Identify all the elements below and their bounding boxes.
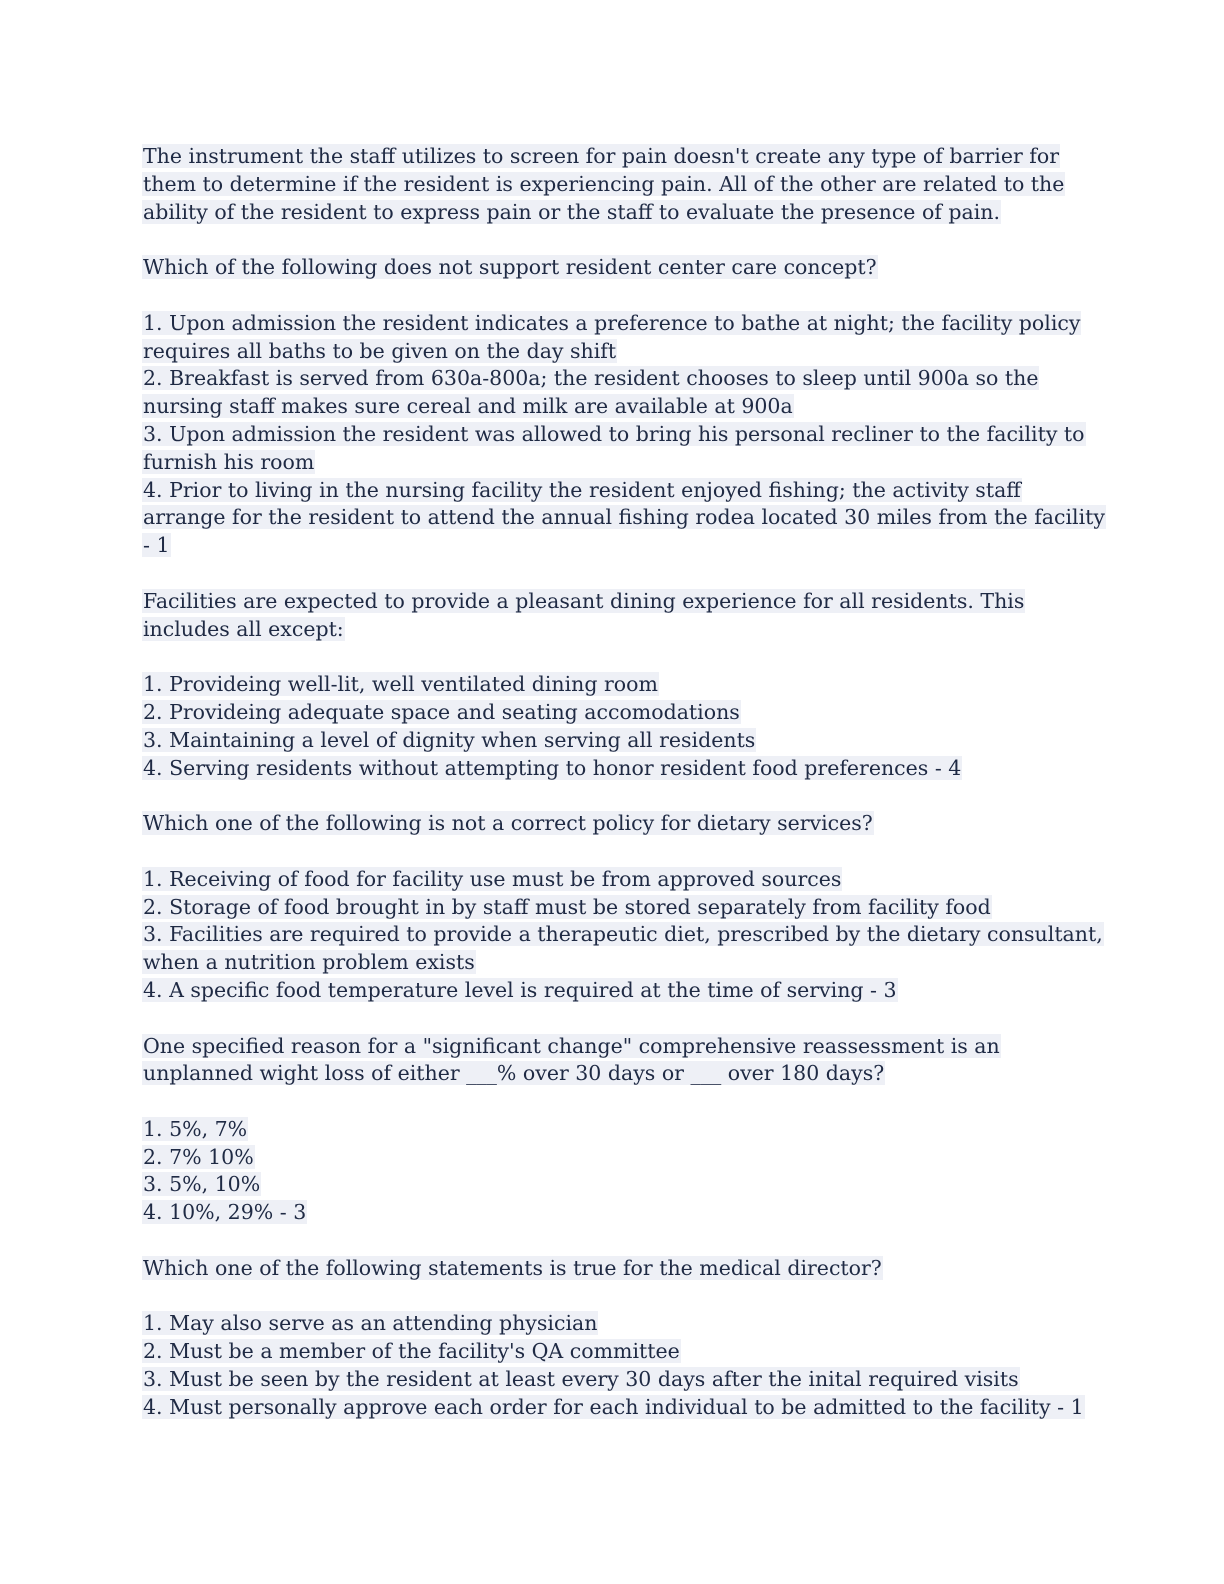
option-line: 1. Upon admission the resident indicates a preference to bathe at night; the facility policy [143,310,1081,335]
option-list [142,866,1103,1005]
question-text [142,254,1082,282]
option-line: 1. 5%, 7% [143,1116,248,1141]
question-text [142,1255,1082,1283]
option-line: 2. Breakfast is served from 630a-800a; the resident chooses to sleep until 900a so the [143,366,1039,391]
option-line: 2. Must be a member of the facility's QA committee [143,1339,680,1364]
option-line: requires all baths to be given on the day shift [143,338,617,363]
intro-paragraph [142,143,1082,226]
option-line: 4. A specific food temperature level is required at the time of serving - 3 [143,977,897,1002]
option-list [142,310,1105,560]
option-line: 3. Maintaining a level of dignity when serving all residents [143,727,756,752]
option-line: 4. Must personally approve each order for each individual to be admitted to the facility - 1 [143,1394,1084,1419]
option-list [142,1116,1082,1227]
option-line: arrange for the resident to attend the annual fishing rodea located 30 miles from the facility [143,505,1105,530]
option-line: nursing staff makes sure cereal and milk are available at 900a [143,394,793,419]
option-line: 1. Receiving of food for facility use must be from approved sources [143,866,842,891]
option-line: 4. Serving residents without attempting to honor resident food preferences - 4 [143,755,962,780]
option-line: 2. Storage of food brought in by staff must be stored separately from facility food [143,894,991,919]
intro-line: them to determine if the resident is experiencing pain. All of the other are related to the [143,171,1065,196]
option-line: 2. 7% 10% [143,1144,254,1169]
intro-line: ability of the resident to express pain or the staff to evaluate the presence of pain. [143,199,1001,224]
option-line: 4. 10%, 29% - 3 [143,1200,307,1225]
option-list [142,671,1082,782]
question-text [142,810,1082,838]
question-text [142,588,1082,644]
option-list [142,1310,1082,1421]
question-line: includes all except: [143,616,344,641]
question-line: unplanned wight loss of either ___% over 30 days or ___ over 180 days? [143,1061,885,1086]
option-line: 1. Provideing well-lit, well ventilated dining room [143,672,658,697]
option-line: 3. Upon admission the resident was allowed to bring his personal recliner to the facility to [143,421,1085,446]
answer-line: - 1 [143,533,170,558]
question-line: Which of the following does not support resident center care concept? [143,255,877,280]
option-line: 3. Must be seen by the resident at least every 30 days after the inital required visits [143,1367,1019,1392]
option-line: 4. Prior to living in the nursing facility the resident enjoyed fishing; the activity staff [143,477,1021,502]
question-line: Which one of the following is not a correct policy for dietary services? [143,811,873,836]
question-text [142,1033,1082,1089]
option-line: 1. May also serve as an attending physician [143,1311,598,1336]
option-line: 2. Provideing adequate space and seating accomodations [143,699,740,724]
option-line: furnish his room [143,449,315,474]
question-line: Which one of the following statements is true for the medical director? [143,1255,882,1280]
question-line: One specified reason for a "significant change" comprehensive reassessment is an [143,1033,1000,1058]
option-line: 3. Facilities are required to provide a therapeutic diet, prescribed by the dietary consultant, [143,922,1103,947]
option-line: 3. 5%, 10% [143,1172,261,1197]
intro-line: The instrument the staff utilizes to screen for pain doesn't create any type of barrier for [143,144,1060,168]
document-page [142,143,1105,1449]
option-line: when a nutrition problem exists [143,950,475,975]
question-line: Facilities are expected to provide a pleasant dining experience for all residents. This [143,588,1025,613]
